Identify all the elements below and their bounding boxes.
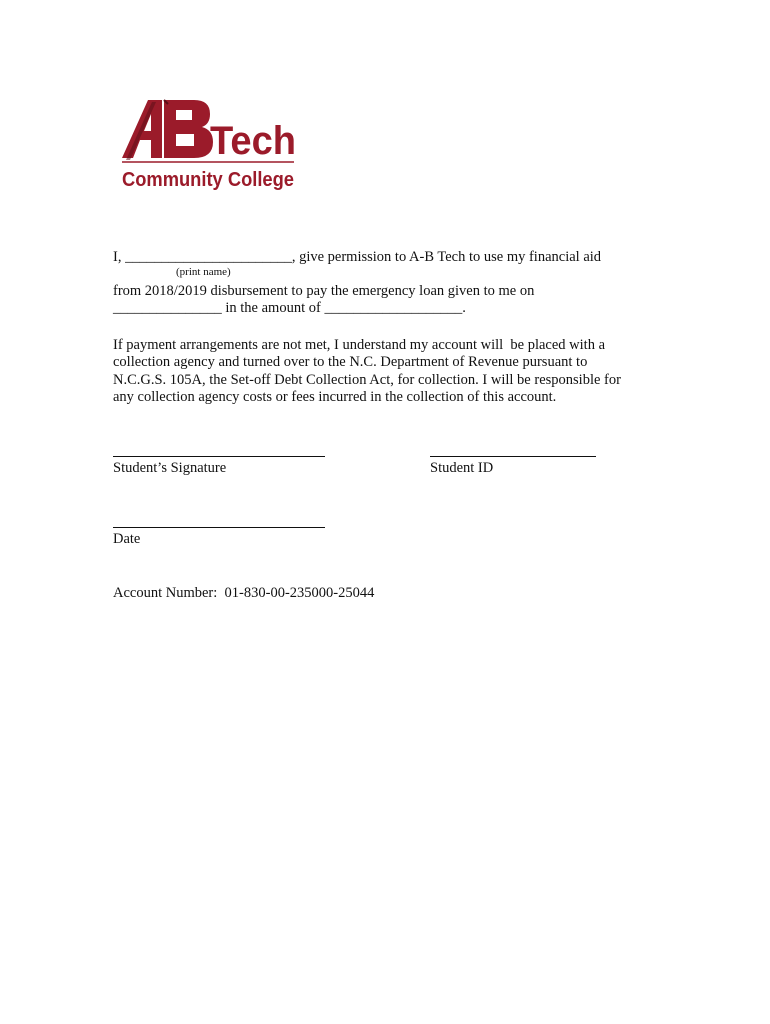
amount-line: _______________ in the amount of ___________________. <box>113 300 466 316</box>
student-id-label: Student ID <box>430 460 494 476</box>
logo-letter-b <box>164 100 213 158</box>
signature-field-line[interactable] <box>113 456 325 457</box>
date-field-line[interactable] <box>113 527 325 528</box>
logo-letter-a <box>122 100 162 160</box>
ab-tech-logo <box>118 94 298 194</box>
account-number: Account Number: 01-830-00-235000-25044 <box>113 585 375 601</box>
logo-subtitle-text: Community College <box>122 169 294 191</box>
signature-label: Student’s Signature <box>113 460 227 476</box>
date-label: Date <box>113 531 141 547</box>
terms-paragraph-line: any collection agency costs or fees incurred in the collection of this account. <box>113 389 557 405</box>
permission-line: I, _______________________, give permission to A-B Tech to use my financial aid <box>113 249 602 265</box>
terms-paragraph-line: N.C.G.S. 105A, the Set-off Debt Collection Act, for collection. I will be responsible for <box>113 372 621 388</box>
terms-paragraph-line: If payment arrangements are not met, I understand my account will be placed with a <box>113 337 606 353</box>
print-name-hint: (print name) <box>176 266 231 278</box>
logo-tech-text: Tech <box>210 119 296 163</box>
disbursement-line: from 2018/2019 disbursement to pay the emergency loan given to me on <box>113 283 535 299</box>
terms-paragraph-line: collection agency and turned over to the N.C. Department of Revenue pursuant to <box>113 354 588 370</box>
student-id-field-line[interactable] <box>430 456 596 457</box>
